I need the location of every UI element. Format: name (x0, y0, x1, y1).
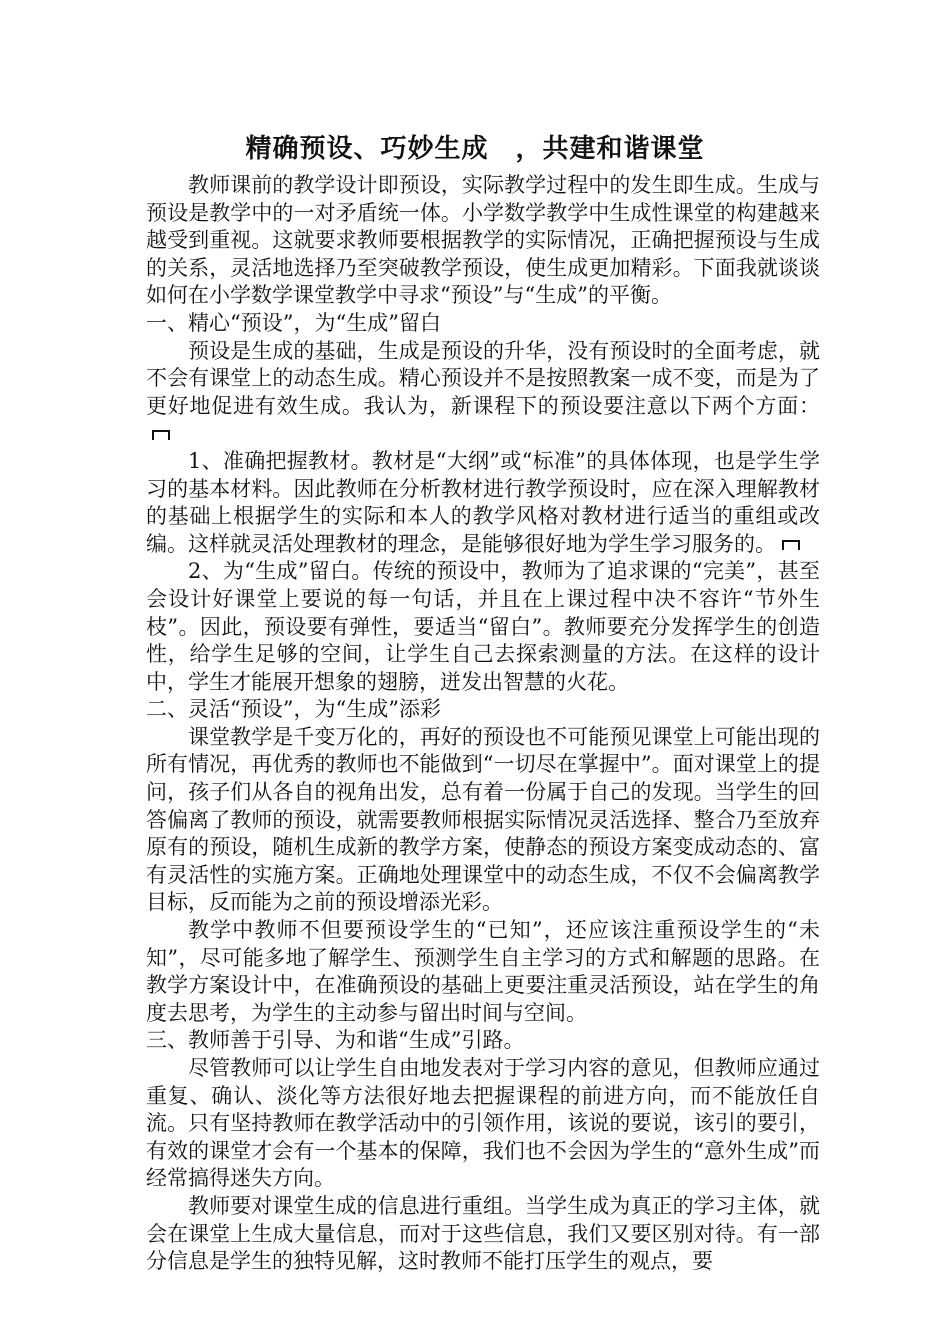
paragraph-text: 尽管教师可以让学生自由地发表对于学习内容的意见，但教师应通过重复、确认、淡化等方法很好地去把握课程的前进方向，而不能放任自流。只有坚持教师在教学活动中的引领作用，该说的要说，该引的要引，有效的课堂才会有一个基本的保障，我们也不会因为学生的“意外生成”而经常搞得迷失方向。 (146, 1056, 820, 1191)
section-heading-3 (146, 1027, 820, 1055)
comment-mark-icon (782, 540, 800, 550)
document-body (146, 172, 820, 1276)
paragraph (146, 917, 820, 1027)
paragraph-intro (146, 172, 820, 310)
heading-text: 一、精心“预设”，为“生成”留白 (146, 310, 441, 335)
paragraph-text: 教学中教师不但要预设学生的“已知”，还应该注重预设学生的“未知”，尽可能多地了解学生、预测学生自主学习的方式和解题的思路。在教学方案设计中，在准确预设的基础上更要注重灵活预设，站在学生的角度去思考，为学生的主动参与留出时间与空间。 (146, 918, 820, 1025)
paragraph-text: 教师要对课堂生成的信息进行重组。当学生成为真正的学习主体，就会在课堂上生成大量信息，而对于这些信息，我们又要区别对待。有一部分信息是学生的独特见解，这时教师不能打压学生的观点，要 (146, 1193, 820, 1274)
paragraph-text: 教师课前的教学设计即预设，实际教学过程中的发生即生成。生成与预设是教学中的一对矛盾统一体。小学数学教学中生成性课堂的构建越来越受到重视。这就要求教师要根据教学的实际情况，正确把握预设与生成的关系，灵活地选择乃至突破教学预设，使生成更加精彩。下面我就谈谈如何在小学数学课堂教学中寻求“预设”与“生成”的平衡。 (146, 173, 820, 308)
paragraph (146, 1055, 820, 1193)
paragraph (146, 558, 820, 696)
comment-mark-icon (152, 430, 170, 440)
heading-text: 三、教师善于引导、为和谐“生成”引路。 (146, 1028, 525, 1053)
paragraph-text: 课堂教学是千变万化的，再好的预设也不可能预见课堂上可能出现的所有情况，再优秀的教师也不能做到“一切尽在掌握中”。面对课堂上的提问，孩子们从各自的视角出发，总有着一份属于自己的发现。当学生的回答偏离了教师的预设，就需要教师根据实际情况灵活选择、整合乃至放弃原有的预设，随机生成新的教学方案，使静态的预设方案变成动态的、富有灵活性的实施方案。正确地处理课堂中的动态生成，不仅不会偏离教学目标，反而能为之前的预设增添光彩。 (146, 724, 820, 915)
paragraph (146, 448, 820, 558)
paragraph-text: 1、准确把握教材。教材是“大纲”或“标准”的具体体现，也是学生学习的基本材料。因此教师在分析教材进行教学预设时，应在深入理解教材的基础上根据学生的实际和本人的教学风格对教材进行适当的重组或改编。这样就灵活处理教材的理念，是能够很好地为学生学习服务的。 (146, 448, 820, 556)
heading-text: 二、灵活“预设”，为“生成”添彩 (146, 697, 441, 722)
paragraph (146, 338, 820, 448)
paragraph-text: 预设是生成的基础，生成是预设的升华，没有预设时的全面考虑，就不会有课堂上的动态生成。精心预设并不是按照教案一成不变，而是为了更好地促进有效生成。我认为，新课程下的预设要注意以下两个方面： (146, 338, 820, 418)
section-heading-2 (146, 696, 820, 724)
paragraph (146, 724, 820, 917)
document-title: 精确预设、巧妙生成 ，共建和谐课堂 (245, 134, 705, 164)
paragraph-text: 2、为“生成”留白。传统的预设中，教师为了追求课的“完美”，甚至会设计好课堂上要说的每一句话，并且在上课过程中决不容许“节外生枝”。因此，预设要有弹性，要适当“留白”。教师要充分发挥学生的创造性，给学生足够的空间，让学生自己去探索测量的方法。在这样的设计中，学生才能展开想象的翅膀，迸发出智慧的火花。 (146, 559, 820, 694)
paragraph (146, 1193, 820, 1276)
section-heading-1 (146, 310, 820, 338)
